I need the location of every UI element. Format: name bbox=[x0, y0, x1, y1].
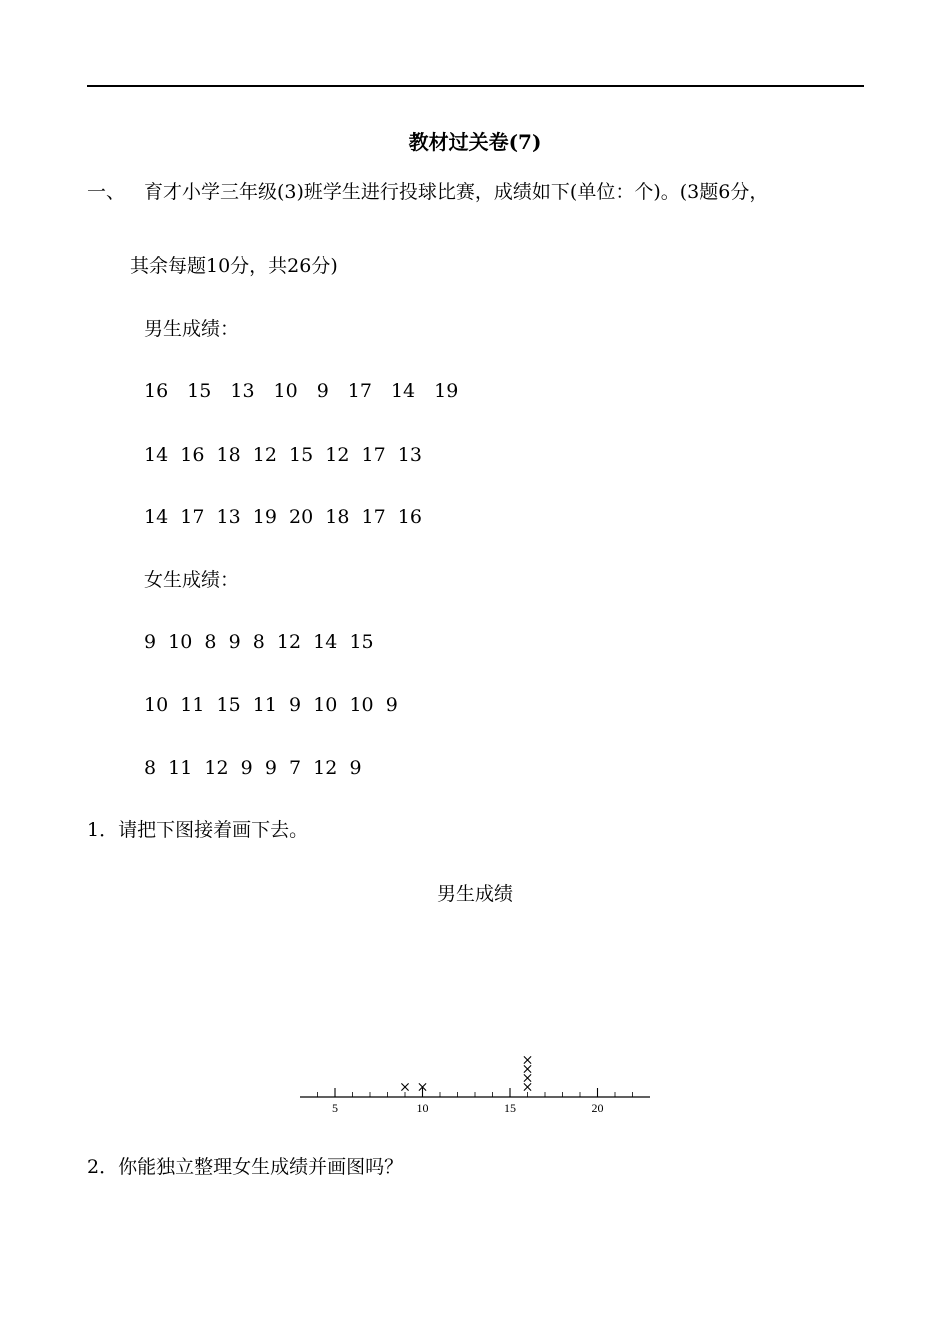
boys-row-1: 16 15 13 10 9 17 14 19 bbox=[144, 380, 459, 402]
girls-row-1: 9 10 8 9 8 12 14 15 bbox=[144, 631, 374, 653]
x-tick-label: 10 bbox=[416, 1101, 429, 1115]
girls-row-3: 8 11 12 9 9 7 12 9 bbox=[144, 757, 362, 779]
x-tick-label: 15 bbox=[504, 1101, 516, 1115]
data-marker-x bbox=[524, 1065, 531, 1072]
header-rule bbox=[87, 85, 864, 87]
data-marker-x bbox=[524, 1074, 531, 1081]
data-marker-x bbox=[524, 1056, 531, 1063]
chart-title: 男生成绩 bbox=[436, 883, 513, 905]
boys-dot-plot bbox=[295, 1045, 655, 1125]
boys-label: 男生成绩： bbox=[144, 318, 240, 340]
question-2: 2．你能独立整理女生成绩并画图吗？ bbox=[87, 1156, 404, 1178]
data-marker-x bbox=[401, 1083, 408, 1090]
question-1: 1．请把下图接着画下去。 bbox=[87, 819, 309, 841]
section-intro-line1: 育才小学三年级(3)班学生进行投球比赛，成绩如下(单位：个)。(3题6分， bbox=[144, 181, 769, 203]
girls-row-2: 10 11 15 11 9 10 10 9 bbox=[144, 694, 398, 716]
data-marker-x bbox=[524, 1083, 531, 1090]
section-intro-line2: 其余每题10分，共26分) bbox=[130, 255, 338, 277]
girls-label: 女生成绩： bbox=[144, 569, 240, 591]
section-number: 一、 bbox=[87, 181, 126, 203]
x-tick-label: 20 bbox=[591, 1101, 604, 1115]
boys-row-2: 14 16 18 12 15 12 17 13 bbox=[144, 444, 422, 466]
x-tick-label: 5 bbox=[332, 1101, 338, 1115]
boys-row-3: 14 17 13 19 20 18 17 16 bbox=[144, 506, 422, 528]
page-title: 教材过关卷(7) bbox=[408, 130, 542, 154]
